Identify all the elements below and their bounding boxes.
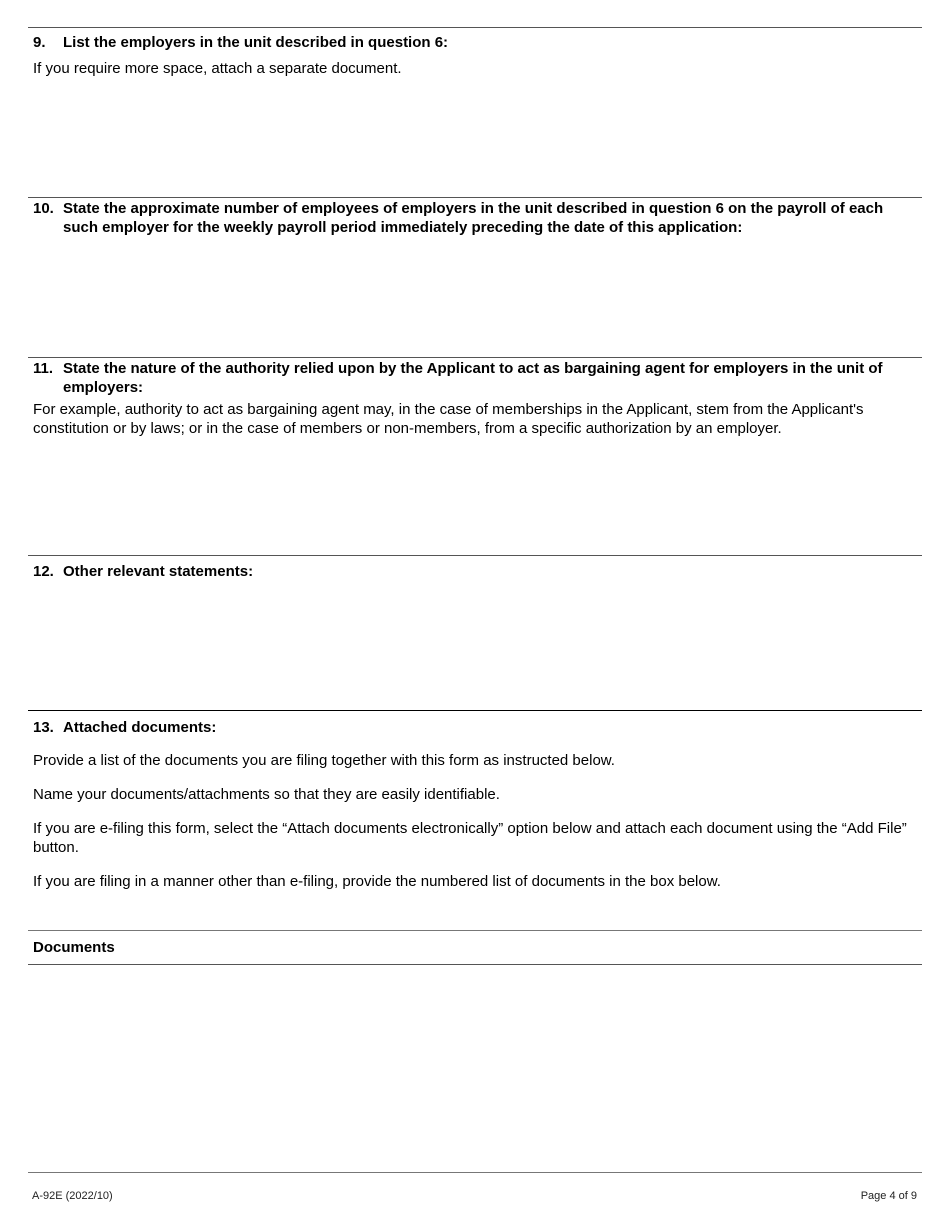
q12-heading (33, 562, 917, 581)
page-number: Page 4 of 9 (860, 1190, 917, 1202)
q11-answer-field[interactable] (28, 442, 922, 552)
q12-title: Other relevant statements: (63, 563, 254, 580)
q13-title: Attached documents: (63, 719, 217, 736)
documents-top-rule (28, 930, 922, 931)
q13-instruction-3: If you are e-filing this form, select the “Attach documents electronically” option below and attach each document using the “Add File” button. (33, 820, 907, 856)
q13-instruction-4: If you are filing in a manner other than e-filing, provide the numbered list of documents in the box below. (33, 873, 721, 890)
q13-top-rule (28, 710, 922, 711)
q11-note: For example, authority to act as bargaining agent may, in the case of memberships in the Applicant, stem from the Applicant's constitution or by laws; or in the case of members or non-members, from a specific authorization by an employer. (33, 401, 864, 437)
q13-heading (33, 718, 917, 737)
q9-top-rule (28, 27, 922, 28)
q11-number: 11. (33, 360, 54, 377)
documents-list-field[interactable] (28, 966, 922, 1166)
q10-title: State the approximate number of employees of employers in the unit described in question 6 on the payroll of each such employer for the weekly payroll period immediately preceding the date of this application: (63, 200, 884, 236)
footer-rule (28, 1172, 922, 1173)
q9-title: List the employers in the unit described in question 6: (63, 34, 449, 51)
q11-title: State the nature of the authority relied upon by the Applicant to act as bargaining agent for employers in the unit of employers: (63, 360, 883, 396)
q9-number: 9. (33, 34, 46, 51)
q12-number: 12. (33, 563, 54, 580)
q11-heading (33, 359, 917, 397)
q12-answer-field[interactable] (28, 586, 922, 706)
documents-label: Documents (33, 939, 115, 956)
documents-bottom-rule (28, 964, 922, 965)
q9-heading (33, 33, 917, 52)
q13-number: 13. (33, 719, 54, 736)
q13-instruction-1: Provide a list of the documents you are filing together with this form as instructed below. (33, 752, 615, 769)
q11-top-rule (28, 357, 922, 358)
q10-answer-field[interactable] (28, 240, 922, 354)
form-code: A-92E (2022/10) (32, 1190, 113, 1202)
q10-heading (33, 199, 917, 237)
q9-answer-field[interactable] (28, 82, 922, 194)
q10-top-rule (28, 197, 922, 198)
q9-note: If you require more space, attach a separate document. (33, 60, 402, 77)
q13-instruction-2: Name your documents/attachments so that they are easily identifiable. (33, 786, 500, 803)
q10-number: 10. (33, 200, 54, 217)
q12-top-rule (28, 555, 922, 556)
